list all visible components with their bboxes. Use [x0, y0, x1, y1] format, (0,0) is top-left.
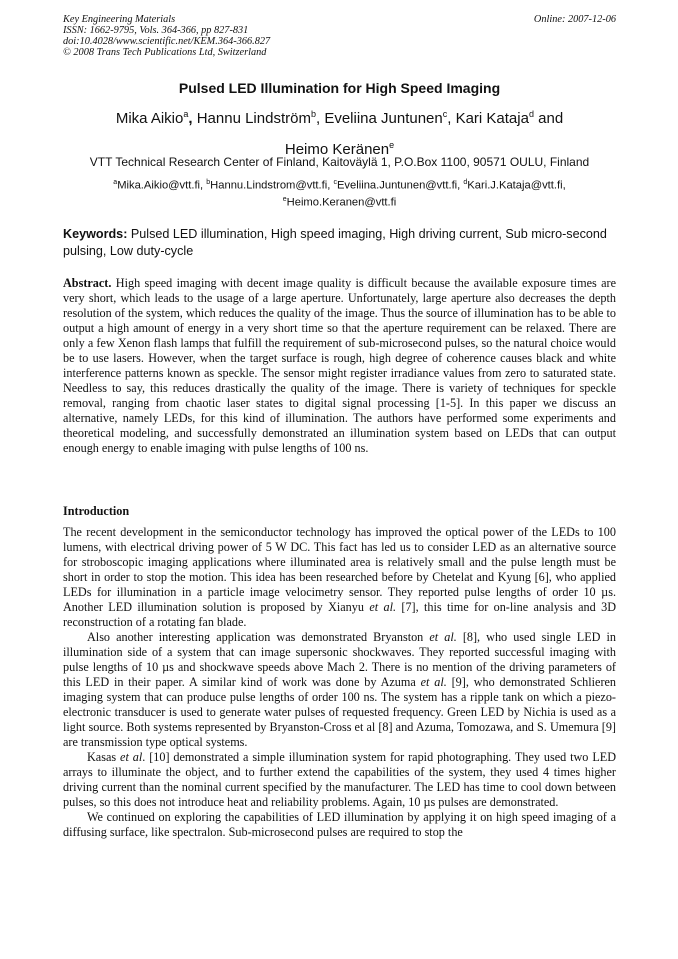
online-date: Online: 2007-12-06 [533, 14, 616, 25]
email-marker: d [463, 179, 468, 186]
email-link[interactable]: Hannu.Lindstrom@vtt.fi [210, 179, 328, 192]
italic-et-al: et al. [420, 675, 447, 689]
email-marker: c [333, 179, 337, 186]
author-list: Mika Aikio$^a$, Hannu Lindström$^b$, Eveliina Juntunen$^c$, Kari Kataja$^d$ and Heimo Keränen$^e$ [115, 109, 564, 158]
email-marker: b [206, 179, 211, 186]
keywords [63, 226, 616, 260]
author-marker: e [389, 140, 395, 150]
author-and: and [538, 110, 564, 127]
introduction-body [63, 525, 616, 840]
email-marker: e [282, 195, 287, 203]
paragraph-text: [7], this time for on-line analysis and 3D reconstruction of a rotating fan blade. [63, 600, 617, 629]
abstract-text: High speed imaging with decent image quality is difficult because the available exposure times are very short, which leads to the usage of a large aperture. Unfortunately, large aperture also decreases the depth resolution of the system, which reduces the quality of the image. Thus the source of illumination has to be able to output a high amount of energy in a very short time so that the aperture requirement can be relaxed. There are only a few Xenon flash lamps that fulfill the requirement of sub-microsecond pulses, so the natural choice would be to use lasers. However, when the target surface is rough, high degree of coherence causes black and white interference patterns known as speckle. The sensor might register irradiance values from zero to saturated state. Needless to say, this reduces drastically the quality of the image. There is variety of techniques for speckle removal, ranging from chaotic laser states to digital signal processing [1-5]. In this paper we discuss an alternative, namely LEDs, for this kind of illumination. The authors have performed some experiments and theoretical modeling, and successfully demonstrated an illumination system based on LEDs that can output enough energy to enable imaging with pulse lengths of 100 ns. [63, 276, 616, 455]
abstract [63, 276, 616, 456]
paragraph-text: Kasas [87, 750, 117, 764]
keywords-label: Keywords: [63, 227, 128, 241]
email-marker: a [113, 179, 118, 186]
paragraph-text: We continued on exploring the capabilities of LED illumination by applying it on high speed imaging of a diffusing surface, like spectralon. Sub-microsecond pulses are required to stop the [63, 810, 616, 839]
journal-issn: ISSN: 1662-9795, Vols. 364-366, pp 827-831 [63, 25, 249, 36]
italic-et-al: et al. [429, 630, 457, 644]
journal-header [63, 14, 616, 58]
affiliation: VTT Technical Research Center of Finland, Kaitoväylä 1, P.O.Box 1100, 90571 OULU, Finland [89, 155, 590, 169]
author-name: Mika Aikio [115, 110, 184, 127]
paragraph [63, 525, 616, 630]
author-name: Eveliina Juntunen [324, 110, 443, 127]
paragraph-text: [8], who used single LED in illumination side of a system that can image supersonic shockwaves. They reported successful imaging with pulse lengths of 10 µs and shockwave speeds above Mach 2. There is no mention of the driving parameters of this LED in their paper. A similar kind of work was done by Azuma [63, 630, 617, 689]
keywords-text: Pulsed LED illumination, High speed imaging, High driving current, Sub micro-second pulsing, Low duty-cycle [63, 227, 607, 258]
abstract-label: Abstract. [63, 276, 112, 290]
author-name: Hannu Lindström [196, 110, 311, 127]
paragraph-text: . [10] demonstrated a simple illumination system for rapid photographing. They used two LED arrays to illuminate the object, and to further extend the capabilities of the system, they used 4 times higher driving current than the nominal current specified by the manufacturer. The LED has time to cool down between pulses, so this does not introduce heat and reliability problems. Again, 10 µs pulses are demonstrated. [63, 750, 617, 809]
author-name: Kari Kataja [455, 110, 529, 127]
email-link[interactable]: Eveliina.Juntunen@vtt.fi [336, 179, 458, 192]
italic-et-al: et al. [369, 600, 397, 614]
email-link[interactable]: Kari.J.Kataja@vtt.fi [467, 179, 563, 192]
paragraph-text: The recent development in the semiconductor technology has improved the optical power of the LEDs to 100 lumens, with electrical driving power of 5 W DC. This fact has led us to consider LED as an alternative source for stroboscopic imaging applications where illuminated area is relatively small and the pulse length must be short in order to stop the motion. This idea has been researched before by Chetelat and Kyung [6], who applied LEDs for illumination in a particle image velocimetry sensor. They reported pulse lengths of order 10 µs. Another LED illumination solution is proposed by Xianyu [63, 525, 616, 614]
italic-et-al: et al [120, 750, 143, 764]
paragraph [63, 810, 616, 840]
paper-title: Pulsed LED Illumination for High Speed Imaging [178, 80, 501, 96]
author-marker: d [528, 109, 534, 119]
email-link[interactable]: Heimo.Keranen@vtt.fi [286, 196, 397, 209]
journal-name: Key Engineering Materials [63, 14, 176, 25]
email-link[interactable]: Mika.Aikio@vtt.fi [117, 179, 201, 192]
paragraph-text: [9], who demonstrated Schlieren imaging system that can produce pulse lengths of order 100 ns. The system has a ripple tank on which a piezo-electronic transducer is used to generate water pulses of requested frequency. Green LED by Nichia is used as a light source. Both systems represented by Bryanston-Cross et al [8] and Azuma, Tomozawa, and S. Umemura [9] are transmission type optical systems. [63, 675, 617, 749]
section-heading-introduction: Introduction [63, 504, 130, 518]
author-name: Heimo Keränen [284, 141, 390, 158]
author-marker: a [183, 109, 189, 119]
journal-doi: doi:10.4028/www.scientific.net/KEM.364-366.827 [63, 36, 271, 47]
paragraph [63, 750, 616, 810]
author-marker: b [310, 109, 316, 119]
author-emails: $^a$Mika.Aikio@vtt.fi, $^b$Hannu.Lindstrom@vtt.fi, $^c$Eveliina.Juntunen@vtt.fi, $^d$Kari.J.Kataja@vtt.fi, $^e$Heimo.Keranen@vtt.fi [113, 179, 566, 209]
paragraph-text: Also another interesting application was demonstrated Bryanston [87, 630, 424, 644]
author-marker: c [442, 109, 448, 119]
paragraph [63, 630, 616, 750]
journal-copyright: © 2008 Trans Tech Publications Ltd, Switzerland [63, 47, 267, 58]
